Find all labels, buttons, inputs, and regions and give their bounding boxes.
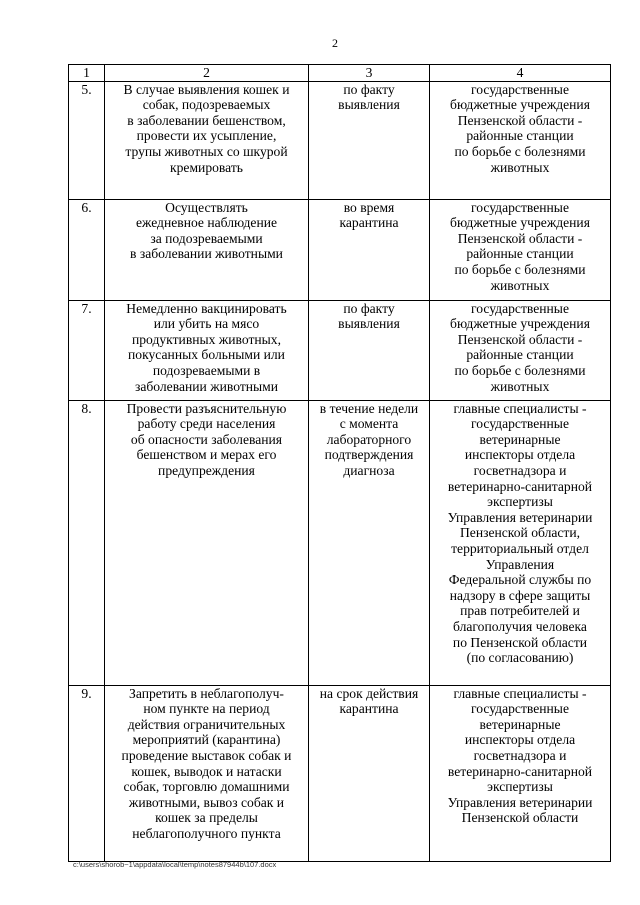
row-number: 7. [69, 300, 105, 400]
column-header: 1 [69, 65, 105, 82]
executor-cell: главные специалисты - государственные ветеринарные инспекторы отдела госветнадзора и ветеринарно-санитарной экспертизы Управления ветеринарии Пензенской области, территориальный отдел Управления Федеральной службы по надзору в сфере защиты прав потребителей и благополучия человека по Пензенской области (по согласованию) [430, 400, 611, 685]
column-header: 4 [430, 65, 611, 82]
action-cell: Немедленно вакцинировать или убить на мясо продуктивных животных, покусанных больными или подозреваемыми в заболевании животными [105, 300, 309, 400]
term-cell: во время карантина [309, 199, 430, 300]
executor-cell: государственные бюджетные учреждения Пензенской области - районные станции по борьбе с болезнями животных [430, 300, 611, 400]
executor-cell: главные специалисты - государственные ветеринарные инспекторы отдела госветнадзора и ветеринарно-санитарной экспертизы Управления ветеринарии Пензенской области [430, 685, 611, 861]
table-row [69, 400, 611, 685]
table-row [69, 685, 611, 861]
row-number: 9. [69, 685, 105, 861]
table-header-row [69, 65, 611, 82]
action-cell: В случае выявления кошек и собак, подозреваемых в заболевании бешенством, провести их усыпление, трупы животных со шкурой кремировать [105, 81, 309, 199]
table-row [69, 81, 611, 199]
executor-cell: государственные бюджетные учреждения Пензенской области - районные станции по борьбе с болезнями животных [430, 199, 611, 300]
action-cell: Запретить в неблагополуч- ном пункте на период действия ограничительных мероприятий (карантина) проведение выставок собак и кошек, выводок и натаски собак, торговлю домашними животными, вывоз собак и кошек за пределы неблагополучного пункта [105, 685, 309, 861]
term-cell: в течение недели с момента лабораторного подтверждения диагноза [309, 400, 430, 685]
file-path-footer: c:\users\shorob~1\appdata\local\temp\notes87944b\107.docx [73, 860, 277, 869]
action-cell: Провести разъяснительную работу среди населения об опасности заболевания бешенством и мерах его предупреждения [105, 400, 309, 685]
executor-cell: государственные бюджетные учреждения Пензенской области - районные станции по борьбе с болезнями животных [430, 81, 611, 199]
column-header: 2 [105, 65, 309, 82]
row-number: 6. [69, 199, 105, 300]
page-number: 2 [332, 36, 338, 50]
row-number: 5. [69, 81, 105, 199]
table-row [69, 199, 611, 300]
action-cell: Осуществлять ежедневное наблюдение за подозреваемыми в заболевании животными [105, 199, 309, 300]
term-cell: по факту выявления [309, 300, 430, 400]
term-cell: на срок действия карантина [309, 685, 430, 861]
measures-table [68, 64, 611, 862]
term-cell: по факту выявления [309, 81, 430, 199]
table-row [69, 300, 611, 400]
column-header: 3 [309, 65, 430, 82]
row-number: 8. [69, 400, 105, 685]
